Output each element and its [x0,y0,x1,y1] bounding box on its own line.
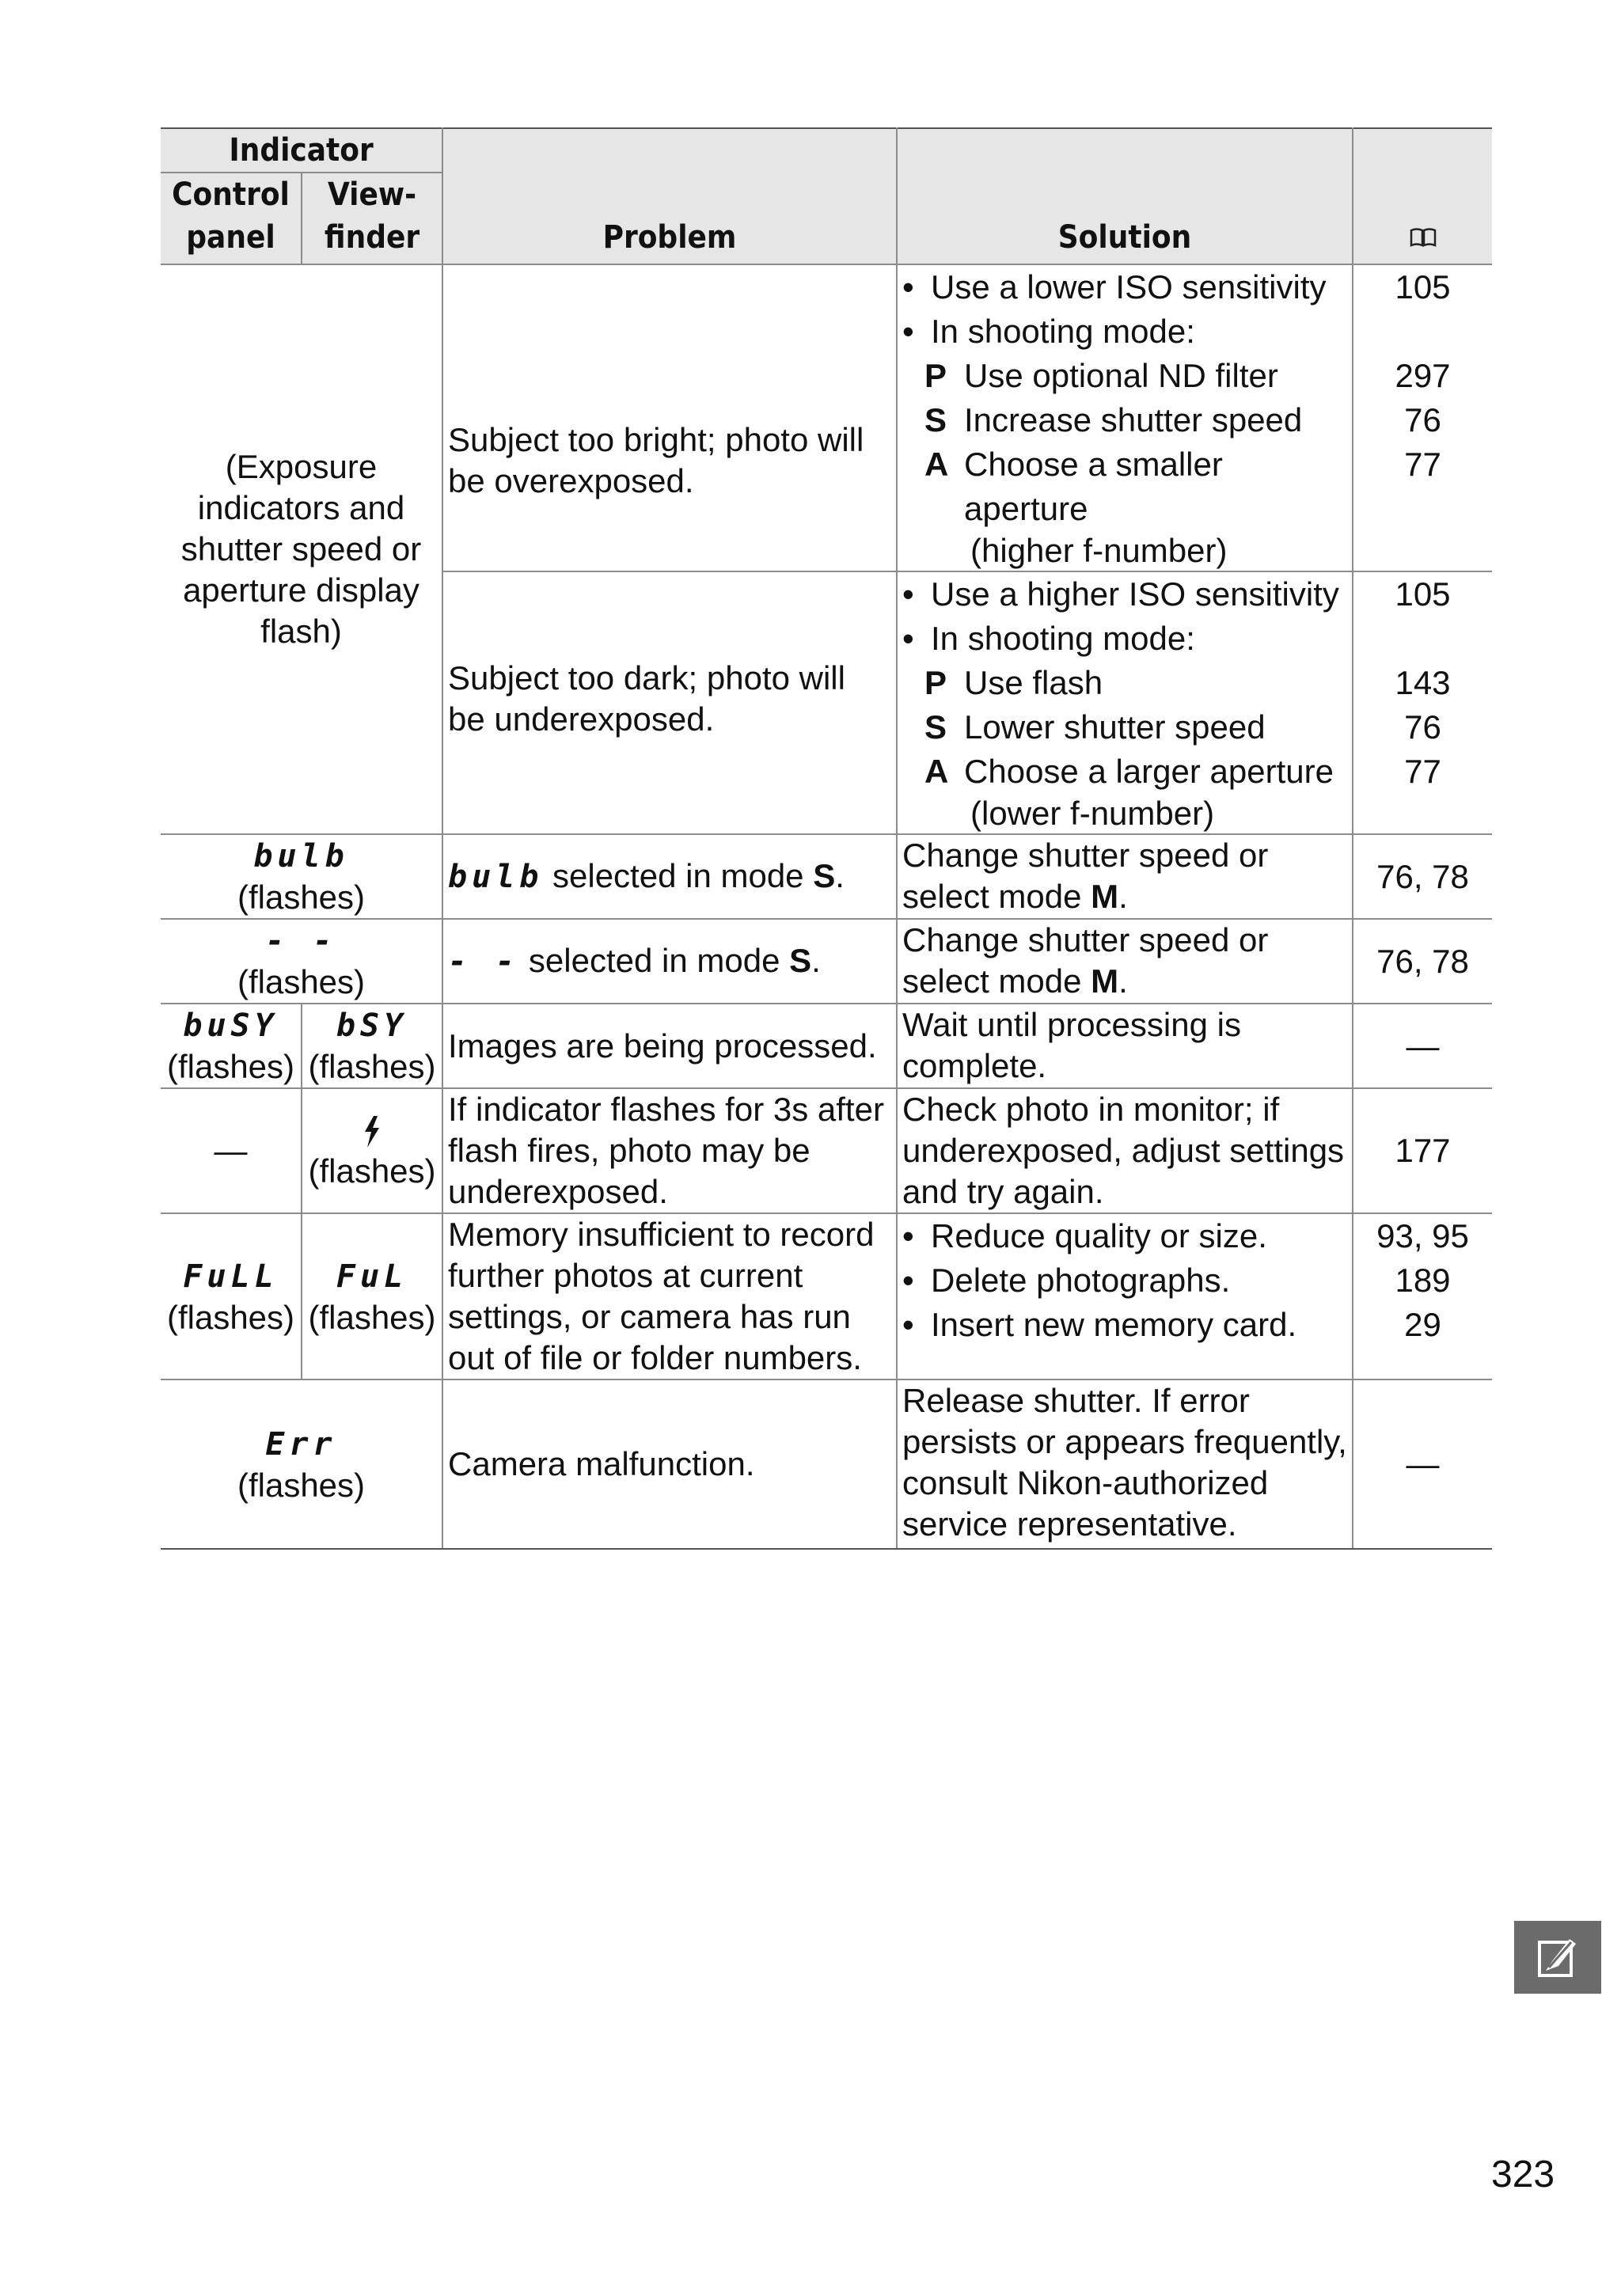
flash-control: — [161,1088,302,1213]
solution-dashes: Change shutter speed or select mode M. [897,919,1353,1004]
table-row [161,1088,1492,1213]
table-row [161,919,1492,1004]
indicator-table [161,127,1492,1550]
problem-bright: Subject too bright; photo will be overexposed. [442,264,897,571]
header-indicator: Indicator [161,128,442,173]
lcd-busy: buSY [183,1008,279,1044]
ref-full: 93, 95 189 29 [1353,1213,1492,1379]
ref-err: — [1353,1379,1492,1549]
solution-dark: • Use a higher ISO sensitivity • In shooting mode: P Use flash S Lower shutter speed A Choose a larger aperture (lower f-number) [897,571,1353,834]
ref-bulb: 76, 78 [1353,834,1492,919]
ref-flash: 177 [1353,1088,1492,1213]
lcd-bsy: bSY [336,1008,408,1044]
full-control: FuLL (flashes) [161,1213,302,1379]
solution-bright: • Use a lower ISO sensitivity • In shooting mode: P Use optional ND filter S Increase shutter speed A Choose a smaller aperture (higher f-number) [897,264,1353,571]
problem-err: Camera malfunction. [442,1379,897,1549]
troubleshooting-tab-icon [1514,1921,1601,1994]
problem-flash: If indicator flashes for 3s after flash fires, photo may be underexposed. [442,1088,897,1213]
header-problem: Problem [442,128,897,264]
problem-dark: Subject too dark; photo will be underexposed. [442,571,897,834]
lightning-icon [302,1110,442,1151]
exposure-indicator: (Exposure indicators and shutter speed or aperture display flash) [161,264,442,834]
solution-busy: Wait until processing is complete. [897,1004,1353,1088]
solution-flash: Check photo in monitor; if underexposed, adjust settings and try again. [897,1088,1353,1213]
table-row [161,264,1492,571]
err-indicator: Err (flashes) [161,1379,442,1549]
header-viewfinder: View-finder [302,173,442,264]
page-number: 323 [1491,2154,1555,2195]
book-icon [1410,227,1437,248]
busy-viewfinder: bSY (flashes) [302,1004,442,1088]
ref-bright: 105 297 76 77 [1353,264,1492,571]
solution-bulb: Change shutter speed or select mode M. [897,834,1353,919]
bulb-indicator: bulb (flashes) [161,834,442,919]
ref-busy: — [1353,1004,1492,1088]
problem-busy: Images are being processed. [442,1004,897,1088]
lcd-dashes: - - [265,923,337,959]
solution-full: • Reduce quality or size. • Delete photographs. • Insert new memory card. [897,1213,1353,1379]
header-reference [1353,128,1492,264]
table-row [161,1379,1492,1549]
full-viewfinder: FuL (flashes) [302,1213,442,1379]
header-control-panel: Control panel [161,173,302,264]
busy-control: buSY (flashes) [161,1004,302,1088]
lcd-err: Err [265,1425,337,1463]
table-row [161,1213,1492,1379]
lcd-full: FuLL [183,1258,279,1295]
header-solution: Solution [897,128,1353,264]
ref-dashes: 76, 78 [1353,919,1492,1004]
lcd-bulb: bulb [253,838,349,875]
table-row [161,834,1492,919]
dashes-indicator: - - (flashes) [161,919,442,1004]
ref-dark: 105 143 76 77 [1353,571,1492,834]
table-row [161,1004,1492,1088]
problem-full: Memory insufficient to record further photos at current settings, or camera has run out of file or folder numbers. [442,1213,897,1379]
solution-err: Release shutter. If error persists or appears frequently, consult Nikon-authorized service representative. [897,1379,1353,1549]
flash-viewfinder: (flashes) [302,1088,442,1213]
problem-bulb: bulb selected in mode S. [442,834,897,919]
problem-dashes: - - selected in mode S. [442,919,897,1004]
lcd-ful: FuL [336,1258,408,1295]
